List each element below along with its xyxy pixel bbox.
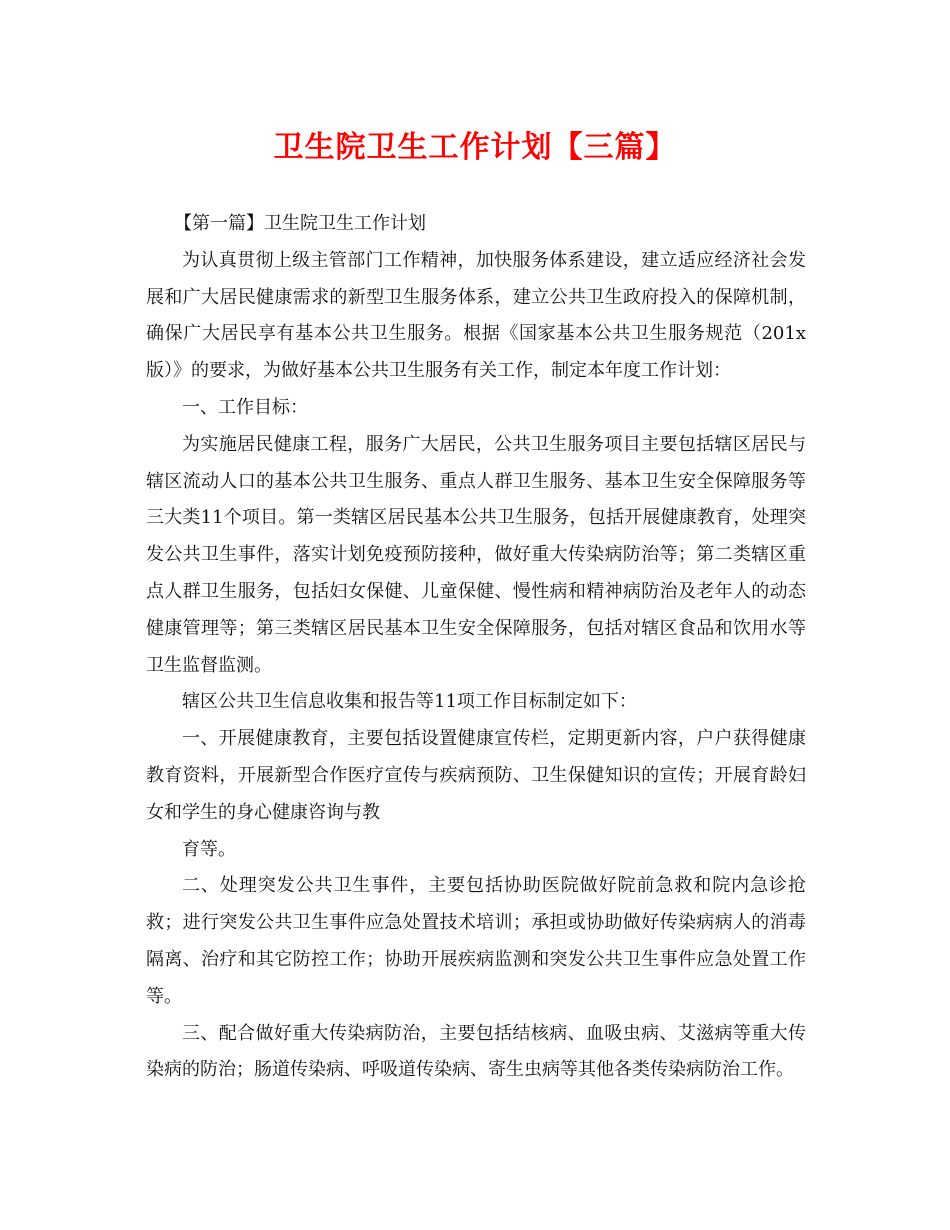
paragraph: 一、开展健康教育，主要包括设置健康宣传栏，定期更新内容，户户获得健康教育资料，开展新型合作医疗宣传与疾病预防、卫生保健知识的宣传；开展育龄妇女和学生的身心健康咨询与教 (146, 728, 806, 823)
paragraph: 辖区公共卫生信息收集和报告等11项工作目标制定如下： (182, 691, 637, 713)
paragraph: 为认真贯彻上级主管部门工作精神，加快服务体系建设，建立适应经济社会发展和广大居民健康需求的新型卫生服务体系，建立公共卫生政府投入的保障机制，确保广大居民享有基本公共卫生服务。根据《国家基本公共卫生服务规范（201x版）》的要求，为做好基本公共卫生服务有关工作，制定本年度工作计划： (146, 249, 806, 382)
document-title: 卫生院卫生工作计划【三篇】 (273, 130, 677, 165)
paragraph: 为实施居民健康工程，服务广大居民，公共卫生服务项目主要包括辖区居民与辖区流动人口的基本公共卫生服务、重点人群卫生服务、基本卫生安全保障服务等三大类11个项目。第一类辖区居民基本公共卫生服务，包括开展健康教育，处理突发公共卫生事件，落实计划免疫预防接种，做好重大传染病防治等；第二类辖区重点人群卫生服务，包括妇女保健、儿童保健、慢性病和精神病防治及老年人的动态健康管理等；第三类辖区居民基本卫生安全保障服务，包括对辖区食品和饮用水等卫生监督监测。 (146, 433, 806, 676)
paragraph: 三、配合做好重大传染病防治，主要包括结核病、血吸虫病、艾滋病等重大传染病的防治；肠道传染病、呼吸道传染病、寄生虫病等其他各类传染病防治工作。 (146, 1022, 806, 1081)
paragraph: 二、处理突发公共卫生事件，主要包括协助医院做好院前急救和院内急诊抢救；进行突发公共卫生事件应急处置技术培训；承担或协助做好传染病病人的消毒隔离、治疗和其它防控工作；协助开展疾病监测和突发公共卫生事件应急处置工作等。 (146, 875, 806, 1007)
paragraph: 一、工作目标： (182, 396, 308, 418)
document-body (146, 206, 806, 1089)
paragraph: 育等。 (182, 838, 236, 860)
section-heading: 【第一篇】卫生院卫生工作计划 (174, 213, 426, 234)
